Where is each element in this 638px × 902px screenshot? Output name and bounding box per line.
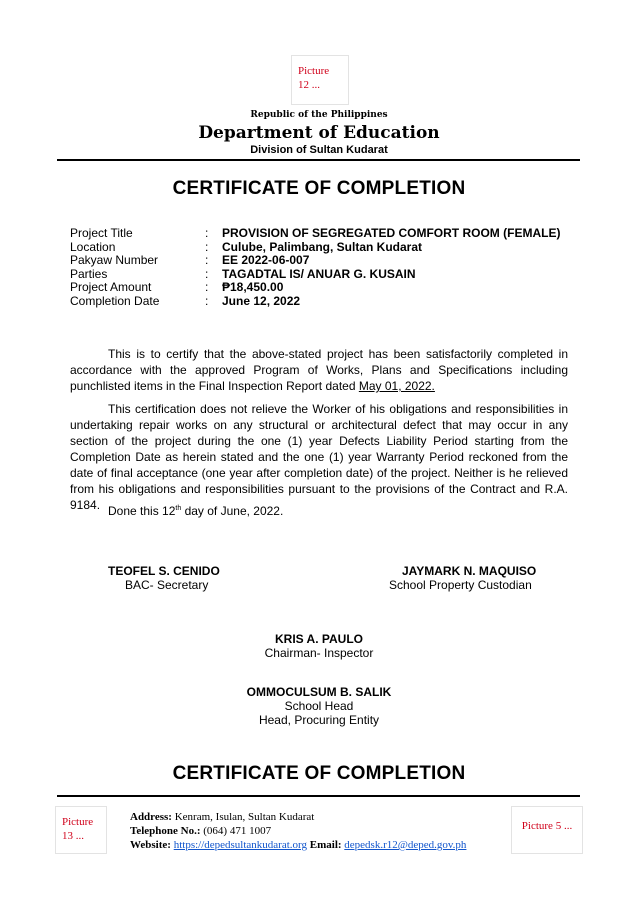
detail-label: Location (70, 240, 116, 254)
detail-colon: : (205, 226, 209, 240)
footer-address (130, 810, 314, 825)
detail-value: June 12, 2022 (222, 294, 301, 308)
republic-text: Republic of the Philippines (250, 110, 388, 120)
footer-left-picture-placeholder: Picture 13 ... (55, 806, 107, 854)
email-link[interactable]: depedsk.r12@deped.gov.ph (344, 839, 467, 851)
inspection-report-date: May 01, 2022. (358, 379, 435, 393)
signatory-role-procuring-entity: Head, Procuring Entity (258, 713, 380, 727)
detail-label: Pakyaw Number (70, 253, 159, 267)
certification-text: This is to certify that the above-stated project has been satisfactorily completed in accordance with the approved Program of Works, Plans and Specifications including punchlisted items in the Final Inspection Report dated (70, 347, 568, 393)
detail-colon: : (205, 253, 209, 267)
detail-value: TAGADTAL IS/ ANUAR G. KUSAIN (222, 267, 416, 281)
detail-label: Project Title (70, 226, 133, 240)
footer-telephone (130, 824, 271, 839)
email-label: Email: (309, 839, 342, 851)
signatory-role-right: School Property Custodian (389, 578, 532, 592)
detail-colon: : (205, 267, 209, 281)
done-suffix: day of June, 2022. (181, 504, 284, 518)
signatory-name-right: JAYMARK N. MAQUISO (402, 564, 537, 578)
done-date-line (108, 501, 283, 519)
detail-colon: : (205, 240, 209, 254)
address-label: Address: (130, 811, 172, 823)
detail-value: PROVISION OF SEGREGATED COMFORT ROOM (FEMALE) (222, 226, 561, 240)
signatory-name-school-head: OMMOCULSUM B. SALIK (246, 685, 392, 699)
footer-right-picture-placeholder: Picture 5 ... (511, 806, 583, 854)
header-divider (57, 159, 580, 161)
detail-colon: : (205, 294, 209, 308)
certificate-title-repeat: CERTIFICATE OF COMPLETION (172, 763, 466, 784)
footer-divider (57, 795, 580, 797)
division-text: Division of Sultan Kudarat (250, 144, 388, 156)
done-prefix: Done this 12 (108, 504, 176, 518)
footer-web-email (130, 838, 466, 853)
telephone-label: Telephone No.: (130, 825, 201, 837)
detail-value: EE 2022-06-007 (222, 253, 310, 267)
signatory-name-left: TEOFEL S. CENIDO (108, 564, 220, 578)
detail-label: Project Amount (70, 280, 152, 294)
detail-value: ₱18,450.00 (222, 280, 284, 294)
detail-label: Completion Date (70, 294, 160, 308)
done-ordinal: th (175, 505, 182, 512)
detail-value: Culube, Palimbang, Sultan Kudarat (222, 240, 423, 254)
website-link[interactable]: https://depedsultankudarat.org (173, 839, 308, 851)
department-title: Department of Education (198, 123, 440, 143)
signatory-role-left: BAC- Secretary (125, 578, 209, 592)
telephone-value: (064) 471 1007 (200, 825, 272, 837)
signatory-role-school-head: School Head (284, 699, 354, 713)
signatory-name-inspector: KRIS A. PAULO (274, 632, 363, 646)
signatory-role-inspector: Chairman- Inspector (264, 646, 374, 660)
certificate-title: CERTIFICATE OF COMPLETION (172, 178, 466, 199)
obligations-paragraph: This certification does not relieve the Worker of his obligations and responsibilities in undertaking repair works on any structural or architectural defect that may occur in any section of the project during the one (1) year Defects Liability Period starting from the Completion Date as herein stated and the one (1) year Warranty Period reckoned from the date of final acceptance (one year after completion date) of the project. Neither is he relieved from his obligations and responsibilities pursuant to the provisions of the Contract and R.A. 9184. (70, 402, 568, 512)
detail-colon: : (205, 280, 209, 294)
detail-label: Parties (70, 267, 108, 281)
address-value: Kenram, Isulan, Sultan Kudarat (171, 811, 315, 823)
website-label: Website: (130, 839, 171, 851)
certification-paragraph (70, 346, 568, 394)
header-picture-placeholder: Picture 12 ... (291, 55, 349, 105)
